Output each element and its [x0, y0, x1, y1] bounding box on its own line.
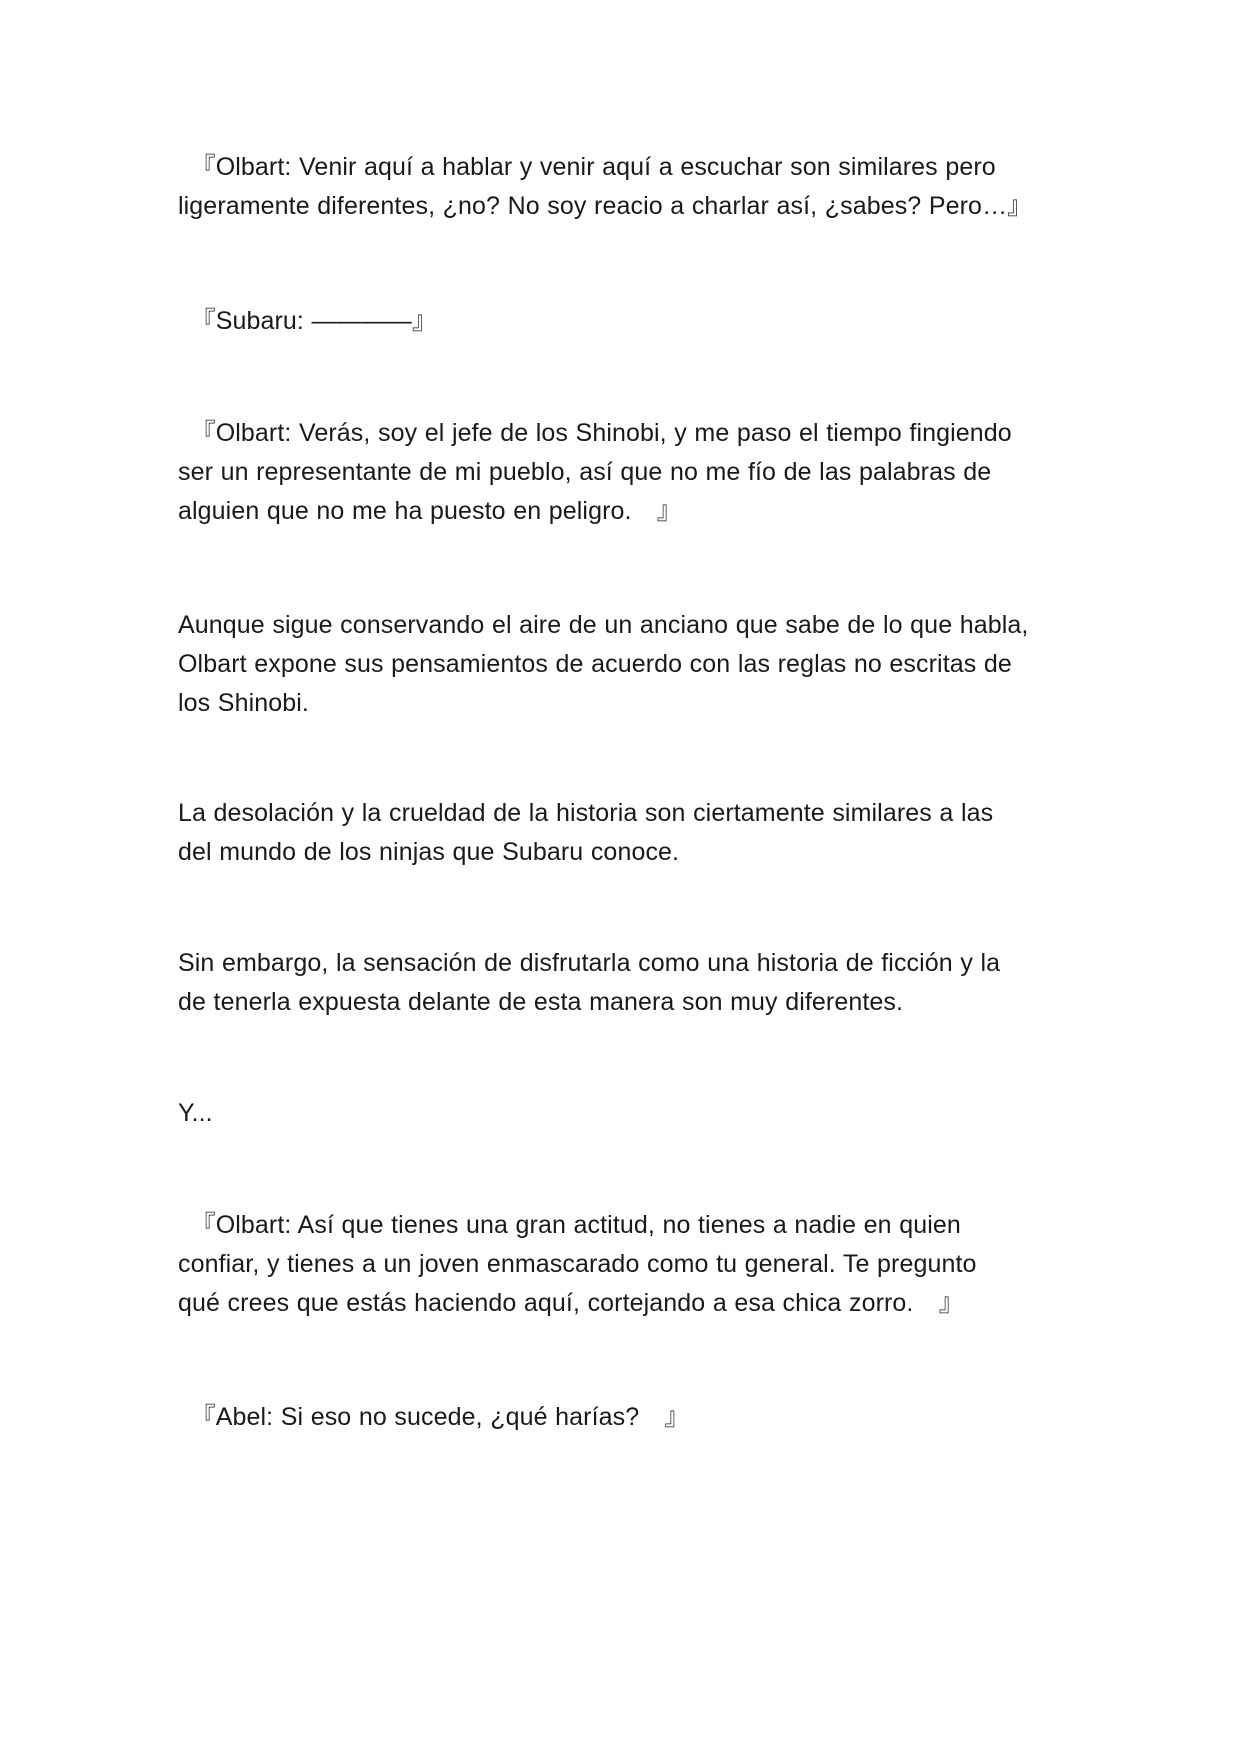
dialogue-olbart-3: [178, 1206, 1078, 1323]
text-line: alguien que no me ha puesto en peligro. 』: [178, 497, 682, 525]
text-line: ser un representante de mi pueblo, así que no me fío de las palabras de: [178, 458, 992, 486]
narration-paragraph-1: [178, 606, 1078, 723]
text-line: de tenerla expuesta delante de esta manera son muy diferentes.: [178, 988, 904, 1016]
text-line: La desolación y la crueldad de la historia son ciertamente similares a las: [178, 799, 994, 827]
text-line: qué crees que estás haciendo aquí, cortejando a esa chica zorro. 』: [178, 1289, 964, 1317]
dialogue-subaru: [178, 302, 1078, 341]
narration-paragraph-2: [178, 794, 1078, 872]
text-line: Sin embargo, la sensación de disfrutarla como una historia de ficción y la: [178, 949, 1001, 977]
text-line: Y...: [178, 1099, 213, 1127]
text-line: 『Olbart: Así que tienes una gran actitud, no tienes a nadie en quien: [178, 1211, 961, 1239]
text-line: 『Olbart: Verás, soy el jefe de los Shinobi, y me paso el tiempo fingiendo: [178, 419, 1012, 447]
text-line: Aunque sigue conservando el aire de un anciano que sabe de lo que habla,: [178, 611, 1029, 639]
narration-paragraph-4: [178, 1094, 1078, 1133]
dialogue-olbart-1: [178, 148, 1078, 226]
text-line: ligeramente diferentes, ¿no? No soy reacio a charlar así, ¿sabes? Pero…』: [178, 192, 1033, 220]
text-line: los Shinobi.: [178, 689, 309, 717]
text-line: confiar, y tienes a un joven enmascarado como tu general. Te pregunto: [178, 1250, 977, 1278]
text-line: 『Abel: Si eso no sucede, ¿qué harías? 』: [178, 1403, 690, 1431]
dialogue-abel: [178, 1398, 1078, 1437]
text-line: Olbart expone sus pensamientos de acuerdo con las reglas no escritas de: [178, 650, 1012, 678]
dialogue-olbart-2: [178, 414, 1078, 531]
text-line: 『Olbart: Venir aquí a hablar y venir aquí a escuchar son similares pero: [178, 153, 996, 181]
text-line: 『Subaru: ――――』: [178, 307, 438, 335]
narration-paragraph-3: [178, 944, 1078, 1022]
text-line: del mundo de los ninjas que Subaru conoce.: [178, 838, 680, 866]
